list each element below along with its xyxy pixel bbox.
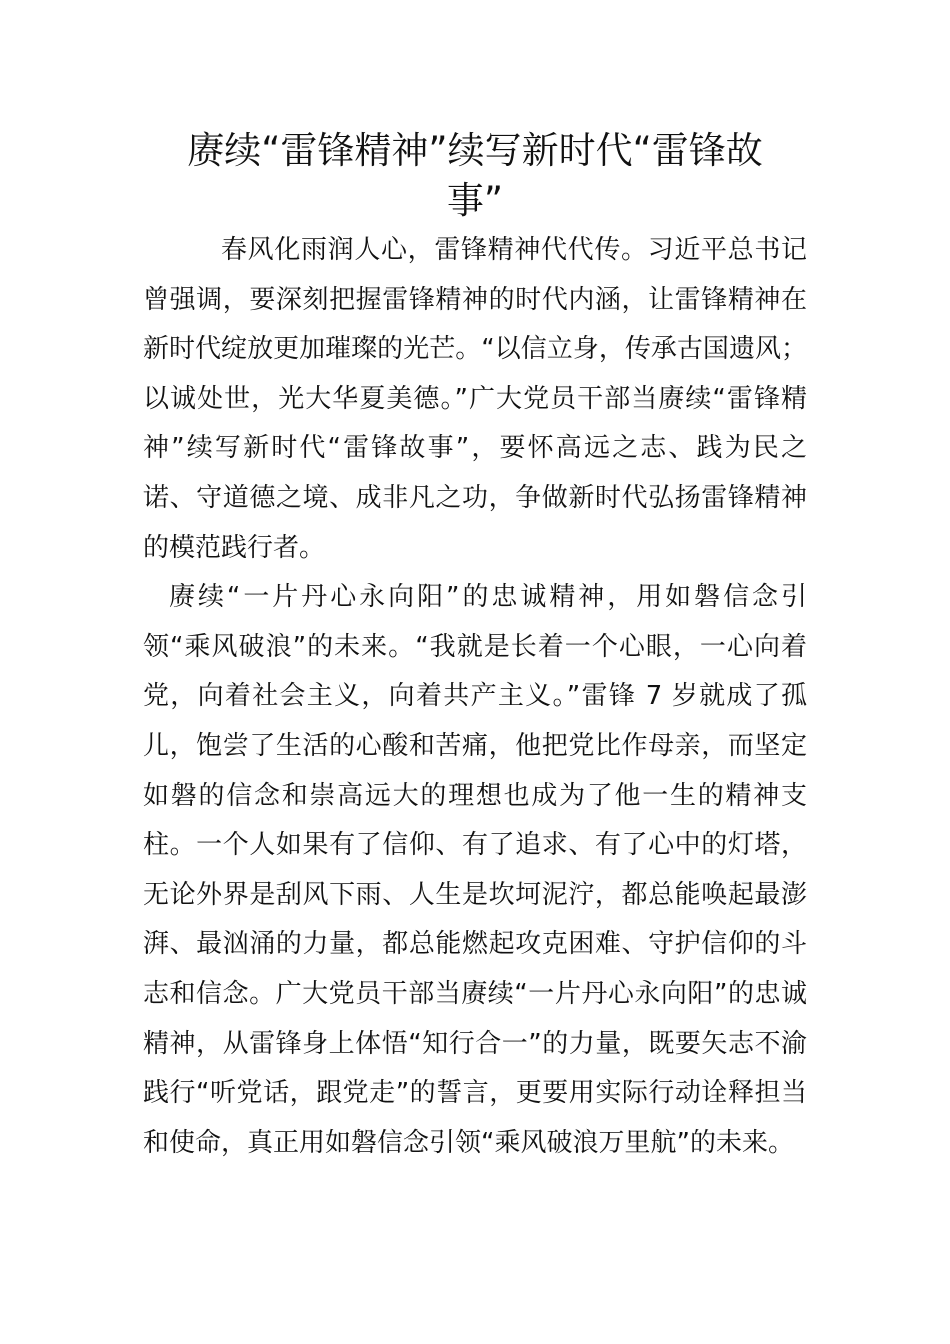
document-body [143,226,807,1168]
paragraph-1: 春风化雨润人心，雷锋精神代代传。习近平总书记曾强调，要深刻把握雷锋精神的时代内涵，让雷锋精神在新时代绽放更加璀璨的光芒。“以信立身，传承古国遗风；以诚处世，光大华夏美德。”广大党员干部当赓续“雷锋精神”续写新时代“雷锋故事”，要怀高远之志、践为民之诺、守道德之境、成非凡之功，争做新时代弘扬雷锋精神的模范践行者。 [143,235,807,563]
document-title: 赓续“雷锋精神”续写新时代“雷锋故事” [187,129,763,222]
paragraph-2: 赓续“一片丹心永向阳”的忠诚精神，用如磐信念引领“乘风破浪”的未来。“我就是长着一个心眼，一心向着党，向着社会主义，向着共产主义。”雷锋 7 岁就成了孤儿，饱尝了生活的心酸和苦痛，他把党比作母亲，而坚定如磐的信念和崇高远大的理想也成为了他一生的精神支柱。一个人如果有了信仰、有了追求、有了心中的灯塔，无论外界是刮风下雨、人生是坎坷泥泞，都总能唤起最澎湃、最汹涌的力量，都总能燃起攻克困难、守护信仰的斗志和信念。广大党员干部当赓续“一片丹心永向阳”的忠诚精神，从雷锋身上体悟“知行合一”的力量，既要矢志不渝践行“听党话，跟党走”的誓言，更要用实际行动诠释担当和使命，真正用如磐信念引领“乘风破浪万里航”的未来。 [143,582,807,1158]
